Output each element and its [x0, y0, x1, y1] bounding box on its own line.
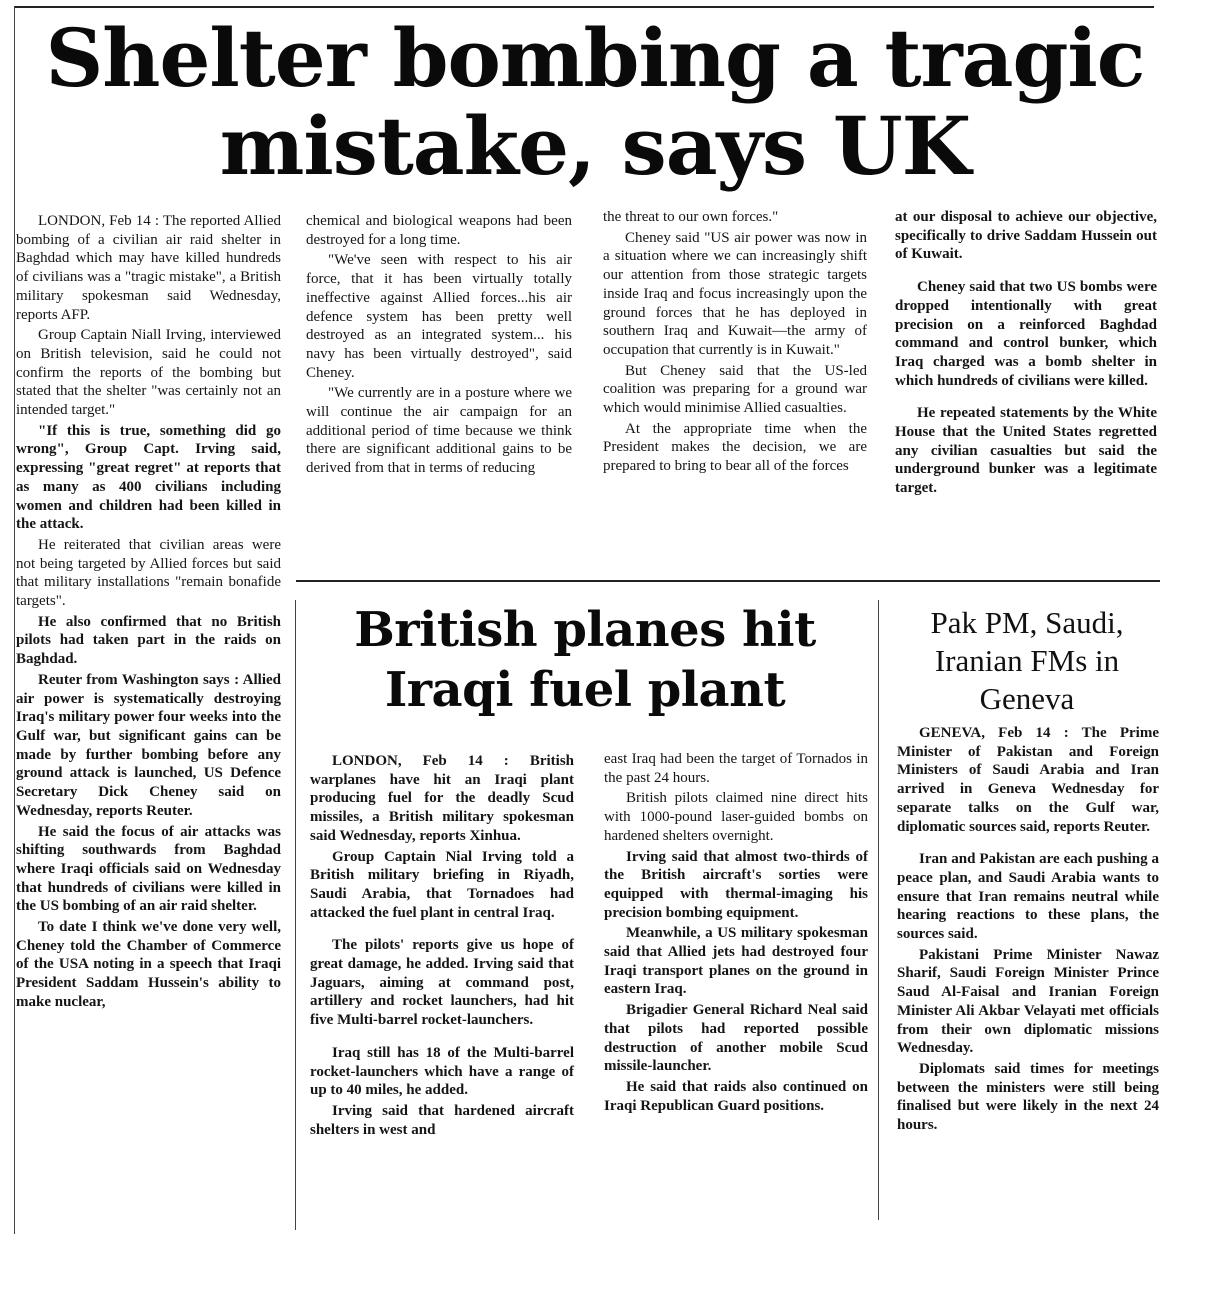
paragraph: LONDON, Feb 14 : The reported Allied bombing of a civilian air raid shelter in Baghdad which may have killed hundreds of civilians was a "tragic mistake", a British military spokesman said Wednesday, reports AFP.	[16, 213, 281, 323]
paragraph: Diplomats said times for meetings between the ministers were still being finalised but were likely in the next 24 hours.	[897, 1060, 1159, 1134]
left-rule	[14, 6, 15, 1234]
paragraph: Reuter from Washington says : Allied air power is systematically destroying Iraq's military power four weeks into the Gulf war, but significant gains can be made by further bombing before any ground attack is launched, US Defence Secretary Dick Cheney said on Wednesday, reports Reuter.	[16, 671, 281, 819]
paragraph: Cheney said that two US bombs were dropped intentionally with great precision on a reinforced Baghdad command and control bunker, which Iraq charged was a bomb shelter in which hundreds of civilians were killed.	[895, 279, 1157, 389]
paragraph: Iran and Pakistan are each pushing a peace plan, and Saudi Arabia wants to ensure that Iran remains neutral while hearing reactions to these plans, the sources said.	[897, 851, 1159, 943]
paragraph: Group Captain Niall Irving, interviewed on British television, said he could not confirm the reports of the bombing but stated that the shelter "was certainly not an intended target."	[16, 327, 281, 419]
third-story-column-1	[897, 724, 1159, 1137]
main-headline: Shelter bombing a tragic mistake, says UK	[45, 11, 1145, 193]
paragraph: He also confirmed that no British pilots had taken part in the raids on Baghdad.	[16, 613, 281, 668]
paragraph: But Cheney said that the US-led coalition was preparing for a ground war which would minimise Allied casualties.	[603, 362, 867, 417]
main-story-column-3	[603, 208, 867, 478]
paragraph: "We've seen with respect to his air force, that it has been virtually totally ineffective against Allied forces...his air defence system has been pretty well destroyed as an integrated system... his navy has been virtually destroyed", said Cheney.	[306, 252, 572, 381]
paragraph: To date I think we've done very well, Cheney told the Chamber of Commerce of the USA noting in a speech that Iraqi President Saddam Hussein's ability to make nuclear,	[16, 919, 281, 1010]
paragraph: "We currently are in a posture where we will continue the air campaign for an additional period of time because we think there are significant additional gains to be derived from that in terms of reducing	[306, 385, 572, 477]
paragraph: "If this is true, something did go wrong", Group Capt. Irving said, expressing "great regret" at reports that as many as 400 civilians including women and children had been killed in the attack.	[16, 422, 281, 533]
main-story-column-2	[306, 212, 572, 480]
paragraph: Cheney said "US air power was now in a situation where we can increasingly shift our attention from those strategic targets inside Iraq and focus increasingly upon the ground forces that he has deployed in southern Iraq and Kuwait—the army of occupation that currently is in Kuwait."	[603, 229, 867, 358]
paragraph: The pilots' reports give us hope of great damage, he added. Irving said that Jaguars, aiming at command post, artillery and rocket launchers, had hit five Multi-barrel rocket-launchers.	[310, 937, 574, 1029]
paragraph: Pakistani Prime Minister Nawaz Sharif, Saudi Foreign Minister Prince Saud Al-Faisal and Iranian Foreign Minister Ali Akbar Velayati met officials from their own diplomatic missions Wednesday.	[897, 946, 1159, 1057]
paragraph: Iraq still has 18 of the Multi-barrel rocket-launchers which have a range of up to 40 miles, he added.	[310, 1044, 574, 1099]
column-rule	[295, 600, 296, 1230]
paragraph: He said the focus of air attacks was shifting southwards from Baghdad where Iraqi officials said on Wednesday that hundreds of civilians were killed in the US bombing of an air raid shelter.	[16, 823, 281, 915]
paragraph: GENEVA, Feb 14 : The Prime Minister of Pakistan and Foreign Ministers of Saudi Arabia and Iran arrived in Geneva Wednesday for separate talks on the Gulf war, diplomatic sources said, reports Reuter.	[897, 725, 1159, 835]
paragraph: Irving said that almost two-thirds of the British aircraft's sorties were equipped with thermal-imaging his precision bombing equipment.	[604, 848, 868, 921]
paragraph: British pilots claimed nine direct hits with 1000-pound laser-guided bombs on hardened shelters overnight.	[604, 790, 868, 844]
main-story-column-4	[895, 208, 1157, 500]
paragraph: He repeated statements by the White House that the United States regretted any civilian casualties but said the underground bunker was a legitimate target.	[895, 405, 1157, 497]
paragraph: He reiterated that civilian areas were not being targeted by Allied forces but said that military installations "remain bonafide targets".	[16, 536, 281, 610]
paragraph: Group Captain Nial Irving told a British military briefing in Riyadh, Saudi Arabia, that Tornadoes had attacked the fuel plant in central Iraq.	[310, 848, 574, 921]
main-story-column-1	[16, 212, 281, 1014]
paragraph: He said that raids also continued on Iraqi Republican Guard positions.	[604, 1078, 868, 1114]
paragraph: At the appropriate time when the President makes the decision, we are prepared to bring to bear all of the forces	[603, 420, 867, 475]
section-rule	[296, 580, 1160, 582]
paragraph: chemical and biological weapons had been destroyed for a long time.	[306, 213, 572, 248]
paragraph: at our disposal to achieve our objective, specifically to drive Saddam Hussein out of Kuwait.	[895, 209, 1157, 263]
paragraph: east Iraq had been the target of Tornados in the past 24 hours.	[604, 751, 868, 786]
second-story-column-1	[310, 752, 574, 1141]
paragraph: Meanwhile, a US military spokesman said that Allied jets had destroyed four Iraqi transport planes on the ground in eastern Iraq.	[604, 925, 868, 998]
second-headline: British planes hit Iraqi fuel plant	[354, 602, 816, 718]
paragraph: the threat to our own forces."	[603, 209, 779, 225]
second-story-column-2	[604, 750, 868, 1117]
paragraph: Irving said that hardened aircraft shelters in west and	[310, 1102, 574, 1138]
paragraph: Brigadier General Richard Neal said that pilots had reported possible destruction of another mobile Scud missile-launcher.	[604, 1002, 868, 1075]
top-rule	[14, 6, 1154, 8]
paragraph: LONDON, Feb 14 : British warplanes have hit an Iraqi plant producing fuel for the deadly Scud missiles, a British military spokesman said Wednesday, reports Xinhua.	[310, 753, 574, 844]
column-rule	[878, 600, 879, 1220]
third-headline: Pak PM, Saudi, Iranian FMs in Geneva	[930, 605, 1124, 716]
